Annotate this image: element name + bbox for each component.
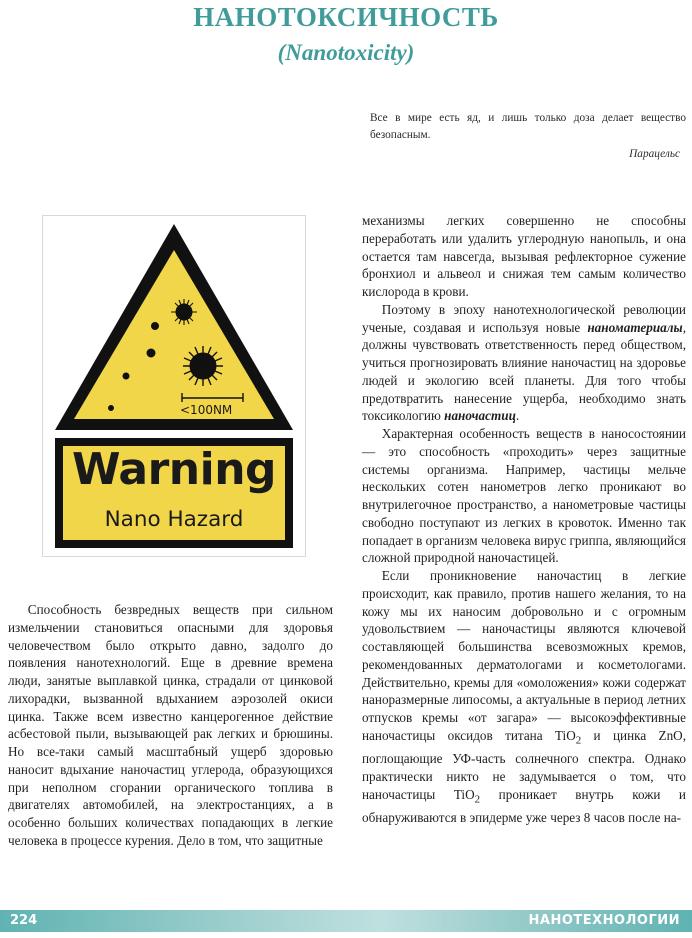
emphasis-term: наноматериалы	[587, 319, 683, 335]
sign-warning-text: Warning	[71, 444, 277, 495]
paragraph: Способность безвредных веществ при сильном измельчении становиться опасными для здоровья человечеством было открыто давно, задолго до появления нанотехнологий. Еще в древние времена люди, занятые выплавкой цинка, страдали от цинковой лихорадки, вызванной вдыханием аэрозолей окиси цинка. Также всем известно канцерогенное действие асбестовой пыли, вызывающей рак легких и брюшины. Но все-таки самый масштабный ущерб здоровью наносит вдыхание наночастиц углерода, образующихся при неполном сгорании органического топлива в двигателях автомобилей, на электростанциях, а в особенно больших количествах попадающих в легкие человека в процессе курения. Дело в том, что защитные	[8, 602, 333, 848]
sign-hazard-text: Nano Hazard	[104, 507, 244, 532]
hazard-triangle-icon	[43, 216, 305, 556]
page-number: 224	[10, 913, 38, 928]
nano-hazard-sign-image	[42, 215, 306, 557]
paragraph: Характерная особенность веществ в наносостоянии — это способность «проходить» через защитные системы организма. Например, частицы мельче нескольких сотен нанометров легко проникают во внутрилегочное пространство, а нанометровые частицы свободно поступают из легких в кровоток. Именно так попадает в организм человека вирус гриппа, являющийся сложной природной наночастицей.	[362, 426, 686, 566]
left-column	[8, 601, 333, 850]
page-subtitle: (Nanotoxicity)	[277, 40, 415, 65]
page-title: НАНОТОКСИЧНОСТЬ	[193, 2, 499, 32]
page-footer	[0, 910, 692, 932]
scale-label: <100NM	[180, 403, 233, 417]
footer-book-title: НАНОТЕХНОЛОГИИ	[528, 913, 680, 928]
epigraph-author: Парацельс	[629, 148, 680, 160]
paragraph: Поэтому в эпоху нанотехнологической революции ученые, создавая и используя новые наноматериалы, должны чувствовать ответственность перед обществом, учиться прогнозировать влияние наночастиц на здоровье людей и экологию всей планеты. Для того чтобы предотвратить нанесение ущерба, необходимо знать токсикологию наночастиц.	[362, 301, 686, 424]
emphasis-term: наночастиц	[444, 408, 516, 424]
paragraph: механизмы легких совершенно не способны переработать или удалить углеродную нанопыль, и она остается там навсегда, вызывая рефлекторное сужение бронхиол и альвеол и снижая тем самым количество кислорода в крови.	[362, 213, 686, 299]
right-column	[362, 212, 686, 827]
paragraph: Если проникновение наночастиц в легкие происходит, как правило, против нашего желания, то на кожу мы их наносим добровольно и с огромным удовольствием — наночастицы являются ключевой составляющей большинства всевозможных кремов, рекомендованных дерматологами и косметологами. Действительно, кремы для «омоложения» кожи содержат наноразмерные липосомы, а актуальные в период летних отпусков кремы «от загара» — высокоэффективные наночастицы оксидов титана TiO$_2$ и цинка ZnO, поглощающие УФ-часть солнечного спектра. Однако практически никто не задумывается о том, что наночастицы TiO$_2$ проникает внутрь кожи и обнаруживаются в эпидерме уже через 8 часов после на-	[362, 568, 686, 826]
epigraph-text: Все в мире есть яд, и лишь только доза делает вещество безопасным.	[370, 112, 686, 141]
